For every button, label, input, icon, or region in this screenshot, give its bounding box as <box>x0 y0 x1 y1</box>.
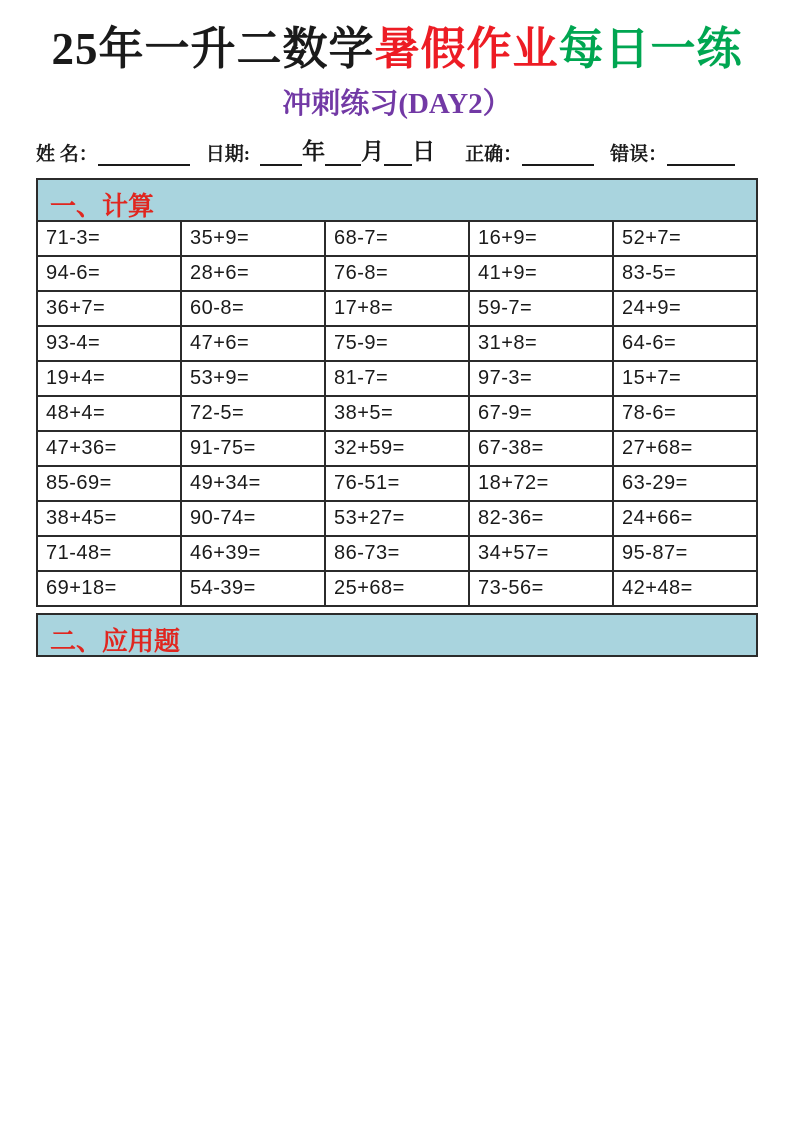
correct-blank <box>522 144 594 166</box>
year-blank <box>260 144 302 166</box>
month-label: 月 <box>361 139 385 164</box>
calc-row-3 <box>37 291 757 326</box>
calc-cell: 82-36= <box>469 501 613 536</box>
calc-cell: 97-3= <box>469 361 613 396</box>
calc-cell: 94-6= <box>37 256 181 291</box>
calc-cell: 86-73= <box>325 536 469 571</box>
calc-row-10 <box>37 536 757 571</box>
calc-cell: 67-38= <box>469 431 613 466</box>
calc-cell: 78-6= <box>613 396 757 431</box>
calc-cell: 18+72= <box>469 466 613 501</box>
calc-row-11 <box>37 571 757 606</box>
name-label: 姓 名： <box>36 144 98 165</box>
year-label: 年 <box>302 139 326 164</box>
section-2-heading: 二、应用题 <box>50 627 181 656</box>
calc-cell: 60-8= <box>181 291 325 326</box>
calc-row-4 <box>37 326 757 361</box>
page-title <box>36 22 758 76</box>
calc-cell: 53+27= <box>325 501 469 536</box>
calc-row-6 <box>37 396 757 431</box>
word-row-2 <box>36 812 758 952</box>
calc-cell: 76-8= <box>325 256 469 291</box>
calc-row-8 <box>37 466 757 501</box>
calc-cell: 59-7= <box>469 291 613 326</box>
day-blank <box>384 144 412 166</box>
calc-cell: 47+6= <box>181 326 325 361</box>
calc-cell: 41+9= <box>469 256 613 291</box>
calc-row-2 <box>37 256 757 291</box>
wrong-blank <box>667 144 735 166</box>
calc-cell: 31+8= <box>469 326 613 361</box>
calc-cell: 38+5= <box>325 396 469 431</box>
calc-cell: 42+48= <box>613 571 757 606</box>
calc-cell: 35+9= <box>181 221 325 256</box>
calc-cell: 95-87= <box>613 536 757 571</box>
title-part-red: 暑假作业 <box>374 24 559 74</box>
calc-cell: 71-3= <box>37 221 181 256</box>
word-row-1 <box>36 655 758 812</box>
calc-cell: 19+4= <box>37 361 181 396</box>
title-part-green: 每日一练 <box>558 24 743 74</box>
calc-cell: 36+7= <box>37 291 181 326</box>
calc-cell: 24+66= <box>613 501 757 536</box>
calc-cell: 91-75= <box>181 431 325 466</box>
calc-cell: 85-69= <box>37 466 181 501</box>
calc-row-9 <box>37 501 757 536</box>
page-subtitle: 冲刺练习(DAY2） <box>282 88 512 120</box>
calc-cell: 46+39= <box>181 536 325 571</box>
wrong-label: 错误： <box>610 144 668 165</box>
name-blank <box>98 144 190 166</box>
calc-cell: 17+8= <box>325 291 469 326</box>
section-2-header <box>36 613 758 657</box>
date-label: 日期: <box>205 144 251 165</box>
calculation-table <box>36 220 758 607</box>
section-1-header <box>36 178 758 222</box>
calc-cell: 63-29= <box>613 466 757 501</box>
calc-cell: 47+36= <box>37 431 181 466</box>
word-row-3 <box>36 952 758 1079</box>
calc-cell: 48+4= <box>37 396 181 431</box>
calc-cell: 81-7= <box>325 361 469 396</box>
calc-cell: 16+9= <box>469 221 613 256</box>
calc-cell: 49+34= <box>181 466 325 501</box>
calc-cell: 34+57= <box>469 536 613 571</box>
calc-cell: 93-4= <box>37 326 181 361</box>
calc-cell: 28+6= <box>181 256 325 291</box>
calc-cell: 54-39= <box>181 571 325 606</box>
calc-cell: 69+18= <box>37 571 181 606</box>
calc-cell: 71-48= <box>37 536 181 571</box>
month-blank <box>325 144 361 166</box>
calc-cell: 38+45= <box>37 501 181 536</box>
calc-row-7 <box>37 431 757 466</box>
correct-label: 正确： <box>465 144 523 165</box>
calc-cell: 64-6= <box>613 326 757 361</box>
calc-cell: 27+68= <box>613 431 757 466</box>
calc-cell: 53+9= <box>181 361 325 396</box>
title-part-black: 25年一升二数学 <box>51 24 375 74</box>
word-problem-table <box>36 655 758 1079</box>
calc-table-body <box>37 221 757 606</box>
calc-cell: 72-5= <box>181 396 325 431</box>
calc-cell: 76-51= <box>325 466 469 501</box>
calc-cell: 83-5= <box>613 256 757 291</box>
calc-cell: 24+9= <box>613 291 757 326</box>
calc-cell: 68-7= <box>325 221 469 256</box>
calc-row-5 <box>37 361 757 396</box>
calc-cell: 90-74= <box>181 501 325 536</box>
info-line <box>36 138 758 166</box>
calc-cell: 73-56= <box>469 571 613 606</box>
calc-cell: 52+7= <box>613 221 757 256</box>
section-1-heading: 一、计算 <box>50 192 155 221</box>
day-label: 日 <box>412 139 436 164</box>
calc-cell: 15+7= <box>613 361 757 396</box>
calc-cell: 25+68= <box>325 571 469 606</box>
calc-cell: 67-9= <box>469 396 613 431</box>
calc-row-1 <box>37 221 757 256</box>
calc-cell: 75-9= <box>325 326 469 361</box>
word-table-body <box>36 655 758 1079</box>
calc-cell: 32+59= <box>325 431 469 466</box>
